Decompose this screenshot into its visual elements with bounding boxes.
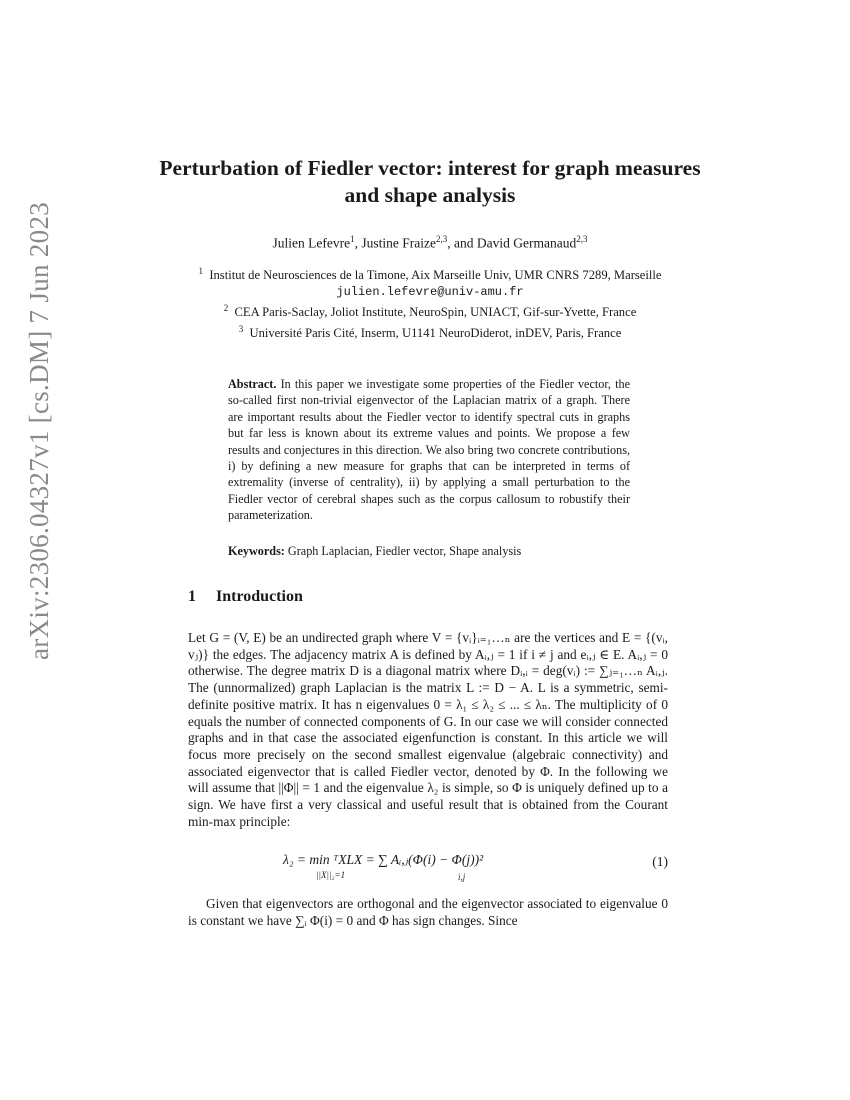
abstract xyxy=(228,376,630,524)
author-list xyxy=(150,234,710,252)
author-separator: , xyxy=(354,235,362,251)
author-email[interactable]: julien.lefevre@univ-amu.fr xyxy=(336,284,524,299)
affiliation-1 xyxy=(190,263,670,284)
equation-lhs: λ₂ = min xyxy=(283,852,330,867)
section-number: 1 xyxy=(188,588,196,605)
section-heading xyxy=(188,588,303,606)
equation-1 xyxy=(188,850,668,884)
keywords-label: Keywords: xyxy=(228,544,285,558)
keywords-text: Graph Laplacian, Fiedler vector, Shape analysis xyxy=(287,544,522,558)
abstract-label: Abstract. xyxy=(228,377,277,391)
section-title: Introduction xyxy=(216,588,303,605)
equation-expression xyxy=(283,852,483,868)
affiliation-number: 1 xyxy=(198,266,204,276)
affiliation-text: CEA Paris-Saclay, Joliot Institute, NeuroSpin, UNIACT, Gif-sur-Yvette, France xyxy=(234,305,637,320)
equation-rhs: ᵀXLX = ∑ Aᵢ,ⱼ(Φ(i) − Φ(j))² xyxy=(333,852,484,867)
author-affiliation-mark: 1 xyxy=(350,234,355,244)
author-affiliation-mark: 2,3 xyxy=(576,234,588,244)
affiliation-3 xyxy=(190,321,670,342)
author-affiliation-mark: 2,3 xyxy=(435,234,448,244)
arxiv-identifier-stamp: arXiv:2306.04327v1 [cs.DM] 7 Jun 2023 xyxy=(24,201,54,660)
body-paragraph-2 xyxy=(188,896,668,929)
equation-sum-subscript: i,j xyxy=(458,872,466,882)
author-separator: , and xyxy=(447,235,477,251)
author-name: Justine Fraize xyxy=(361,235,436,251)
equation-number: (1) xyxy=(652,854,668,869)
abstract-text: In this paper we investigate some properties of the Fiedler vector, the so-called first non-trivial eigenvector of the Laplacian matrix of a graph. There are important results about the Fiedler vector to identify spectral cuts in graphs but far less is known about its extreme values and points. We propose a few results and conjectures in this direction. We also bring two concrete contributions, i) by defining a new measure for graphs that can be interpreted in terms of extremality (inverse of centrality), ii) by applying a small perturbation to the Fiedler vector of cerebral shapes such as the corpus callosum to robustify their parameterization. xyxy=(228,377,630,523)
author-name: Julien Lefevre xyxy=(272,235,351,251)
affiliation-number: 3 xyxy=(238,323,244,334)
affiliation-number: 2 xyxy=(223,303,229,314)
body-paragraph-1: Let G = (V, E) be an undirected graph where V = {vᵢ}ᵢ₌₁…ₙ are the vertices and E = {(vᵢ, vⱼ)} the edges. The adjacency matrix A is defined by Aᵢ,ⱼ = 1 if i ≠ j and eᵢ,ⱼ ∈ E. Aᵢ,ⱼ = 0 otherwise. The degree matrix D is a diagonal matrix where Dᵢ,ᵢ = deg(vᵢ) := ∑ⱼ₌₁…ₙ Aᵢ,ⱼ. The (unnormalized) graph Laplacian is the matrix L := D − A. L is a symmetric, semi-definite positive matrix. It has n eigenvalues 0 = λ₁ ≤ λ₂ ≤ ... ≤ λₙ. The multiplicity of 0 equals the number of connected components of G. In our case we will consider connected graphs and in that case the associated eigenfunction is constant. In this article we will focus more precisely on the second smallest eigenvalue (algebraic connectivity) and associated eigenvector that is called Fiedler vector, denoted by Φ. In the following we will assume that ||Φ|| = 1 and the eigenvalue λ₂ is simple, so Φ is uniquely defined up to a sign. We have first a very classical and useful result that is obtained from the Courant min-max principle: xyxy=(188,630,668,829)
keywords xyxy=(228,544,648,559)
equation-min-subscript: ||X||₂=1 xyxy=(316,870,346,880)
affiliation-text: Université Paris Cité, Inserm, U1141 NeuroDiderot, inDEV, Paris, France xyxy=(249,326,622,341)
paper-title: Perturbation of Fiedler vector: interest for graph measures and shape analysis xyxy=(159,156,701,207)
affiliation-text: Institut de Neurosciences de la Timone, Aix Marseille Univ, UMR CNRS 7289, Marseille xyxy=(209,268,662,283)
affiliation-2 xyxy=(190,300,670,321)
affiliations xyxy=(190,263,670,342)
author-name: David Germanaud xyxy=(476,235,577,251)
paragraph-text: Given that eigenvectors are orthogonal and the eigenvector associated to eigenvalue 0 is constant we have ∑ᵢ Φ(i) = 0 and Φ has sign changes. Since xyxy=(188,896,668,928)
